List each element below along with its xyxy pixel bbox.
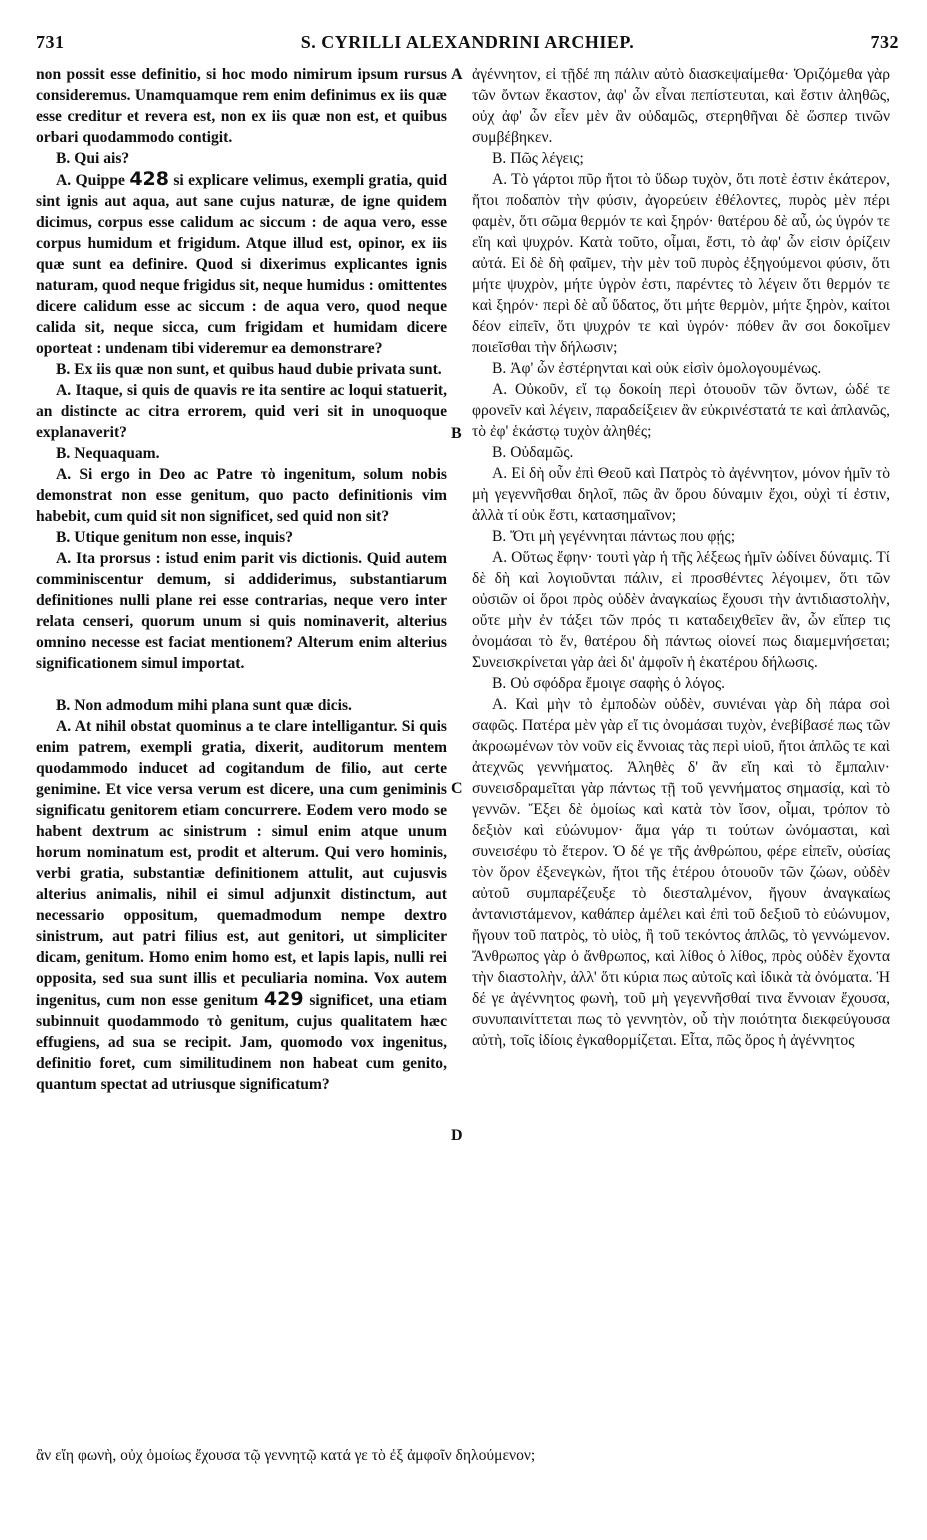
- latin-paragraph: A. Quippe 428 si explicare velimus, exempli gratia, quid sint ignis aut aqua, aut sane cujus naturæ, de igne quidem dicimus, corpus esse calidum ac siccum : de aqua vero, esse corpus humidum et frigidum. Atque illud est, opinor, ex iis quæ sunt ea definire. Quod si dixerimus explicantes ignis naturam, quod neque frigidus sit, neque humidus : omittentes dicere calidum esse ac siccum : de aqua vero, quod neque calida sit, neque sicca, cum frigidam et humidam dicere oporteat : undenam tibi videremur ea demonstrare?: [36, 168, 447, 357]
- latin-paragraph: A. Si ergo in Deo ac Patre τὸ ingenitum, solum nobis demonstrat non esse genitum, quo pacto definitionis vim habebit, cum quid sit non significet, sed quid non sit?: [36, 466, 447, 525]
- running-title: S. CYRILLI ALEXANDRINI ARCHIEP.: [300, 32, 635, 52]
- latin-column: [36, 64, 447, 1095]
- margin-letter-c: C: [451, 780, 463, 797]
- latin-paragraph: B. Utique genitum non esse, inquis?: [56, 529, 293, 546]
- margin-letter-b: B: [451, 425, 462, 442]
- latin-paragraph: B. Non admodum mihi plana sunt quæ dicis.: [56, 697, 352, 714]
- latin-paragraph: B. Qui ais?: [56, 150, 130, 167]
- page-number-right: 732: [870, 32, 899, 52]
- greek-column: [472, 64, 890, 1051]
- greek-paragraph: Α. Εἰ δὴ οὖν ἐπὶ Θεοῦ καὶ Πατρὸς τὸ ἀγέννητον, μόνον ἡμῖν τὸ μὴ γεγεννῆσθαι δηλοῖ, πῶς ἂν ὅρου δύναμιν ἔχοι, οὐχὶ τί ἐστιν, ἀλλὰ τί οὐκ ἔστι, κατασημαῖνον;: [472, 465, 890, 524]
- greek-paragraph: Β. Οὐ σφόδρα ἔμοιγε σαφὴς ὁ λόγος.: [492, 675, 726, 692]
- greek-paragraph: Β. Ἀφ' ὧν ἐστέρηνται καὶ οὐκ εἰσὶν ὁμολογουμένως.: [492, 360, 822, 377]
- greek-paragraph: Α. Οὕτως ἔφην· τουτὶ γὰρ ἡ τῆς λέξεως ἡμῖν ὠδίνει δύναμις. Τί δὲ δὴ καὶ λογιοῦνται πάλιν, εἰ προσθέντες λέγοιμεν, ὅτι τῶν οὐσιῶν οἱ ὅροι πρὸς οὐδὲν ἀναγκαίως ἔχουσι τὴν ἀντιδιαστολὴν, οὔτε μὴν ἐν τάξει τῶν πρός τι καταδειχθεῖεν ἂν, ὧν εἴπερ τις ὀνομάσαι τὸ ἕν, θατέρου δὴ πάντως οἱονεί πως διαμεμνήσεται; Συνεισκρίνεται γὰρ ἀεὶ δι' ἀμφοῖν ἡ ἑκατέρου δήλωσις.: [472, 549, 890, 671]
- margin-letter-a: A: [451, 66, 463, 83]
- greek-paragraph: Α. Τὸ γάρτοι πῦρ ἤτοι τὸ ὕδωρ τυχὸν, ὅτι ποτὲ ἐστιν ἑκάτερον, ἤτοι ποδαπὸν τὴν φύσιν, ἀγορεύειν ἐθέλοντες, πυρὸς μὲν πέρι φαμὲν, ὅτι σῶμα θερμόν τε καὶ ξηρόν· θατέρου δὲ αὖ, ὡς ὑγρόν τε εἴη καὶ ψυχρόν. Κατὰ τοῦτο, οἶμαι, ἔστι, τὸ ἀφ' ὧν εἰσιν ὁρίζειν αὐτά. Εἰ δὲ δὴ φαῖμεν, τὴν μὲν τοῦ πυρὸς ἐξηγούμενοι φύσιν, ὅτι μήτε ψυχρὸν, μήτε ὑγρὸν ἐστι, παρέντες τὸ λέγειν ὅτι θερμόν τε καὶ ξηρόν· περὶ δὲ αὖ ὕδατος, ὅτι μήτε θερμὸν, μήτε ξηρὸν, καίτοι δέον εἰπεῖν, ὅτι ψυχρόν τε καὶ ὑγρόν· πόθεν ἂν σοι δοκοῖμεν ποιεῖσθαι τὴν δήλωσιν;: [472, 171, 890, 356]
- page-marker-429: 429: [263, 988, 304, 1010]
- greek-paragraph: Β. Ὅτι μὴ γεγέννηται πάντως που φῄς;: [492, 528, 736, 545]
- greek-paragraph: ἀγέννητον, εἰ τῇδέ πη πάλιν αὐτὸ διασκεψαίμεθα· Ὁριζόμεθα γὰρ τῶν ὄντων ἕκαστον, ἀφ' ὧν εἶναι πεπίστευται, καὶ ἔστιν ἀληθῶς, οὐχ ἀφ' ὧν εἶεν μὲν ἂν οὐδαμῶς, στερηθῆναι δὲ ὥσπερ τινῶν συμβέβηκεν.: [472, 66, 890, 146]
- greek-paragraph: Β. Οὐδαμῶς.: [492, 444, 574, 461]
- greek-paragraph: Α. Οὐκοῦν, εἴ τῳ δοκοίη περὶ ὁτουοῦν τῶν ὄντων, ὡδέ τε φρονεῖν καὶ λέγειν, παραδείξειεν ἂν εὐκρινέστατά τε καὶ ἀπλανῶς, τὸ ἐφ' ἑκάστῳ τυχὸν ἀληθές;: [472, 381, 890, 440]
- page-marker-428: 428: [129, 168, 169, 190]
- latin-paragraph: A. Ita prorsus : istud enim parit vis dictionis. Quid autem comminiscentur demum, si addiderimus, substantiarum definitiones nulli plane rei esse contrarias, neque vero inter relata censeri, quorum unum si quis nominaverit, alterius omnino necesse est faciat mentionem? Alterum enim alterius significationem simul importat.: [36, 550, 447, 672]
- page-header: [36, 32, 899, 58]
- greek-paragraph: Α. Καὶ μὴν τὸ ἐμποδὼν οὐδὲν, συνιέναι γὰρ δὴ πάρα σοὶ σαφῶς. Πατέρα μὲν γὰρ εἴ τις ὀνομάσαι τυχὸν, ἐνεβίβασέ πως τῶν ἀκροωμένων τὸν νοῦν εἰς ἔννοιας τὰς περὶ υἱοῦ, ἤτοι ἁπλῶς τε καὶ ἀτεχνῶς γεννήματος. Ἀληθὲς δ' ἂν εἴη καὶ τὸ ἔμπαλιν· συνεισδραμεῖται γὰρ πάντως τῇ τοῦ γεννήματος σημασίᾳ, καὶ τὸ γεννῶν. Ἔξει δὲ ὁμοίως καὶ κατὰ τὸν ἴσον, οἶμαι, τρόπον τὸ δεξιὸν καὶ εὐώνυμον· ἅμα γάρ τι τούτων ὠνόμασται, καὶ συνεισέφυ τὸ ἕτερον. Ὁ δέ γε τῆς ἀνθρώπου, φέρε εἰπεῖν, οὐσίας τὸν ὅρον ἐξενεγκὼν, ἤτοι τῆς ἑτέρου ὁτουοῦν τῶν ζώων, οὐδὲν αὐτοῦ συμπαρέζευξε τὸ διεσταλμένον, ἤγουν ἀναγκαίως ἀντανιστάμενον, καθάπερ ἀμέλει καὶ ἐπὶ τοῦ δεξιοῦ τὸ εὐώνυμον, ἤγουν τοῦ πατρὸς, τὸ υἱὸς, ἢ τοῦ τεκόντος ἁπλῶς, τὸ γεννώμενον. Ἄνθρωπος γὰρ ὁ ἄνθρωπος, καὶ λίθος ὁ λίθος, πρὸς οὐδὲν ἔχοντα τὴν διαστολὴν, ἀλλ' ὅτι κύρια πως αὐτοῖς καὶ ἰδικὰ τὰ ὀνόματα. Ἡ δέ γε ἀγέννητος φωνὴ, τοῦ μὴ γεγεννῆσθαί τινα ἔννοιαν ἔχουσα, συνυπαινίττεται πως τὸ γεννητὸν, οὗ τὴν ποιότητα διεκφεύγουσα αὐτὴ, τοῖς ἰδίοις ἐγκαθορμίζεται. Εἶτα, πῶς ὅρος ἡ ἀγέννητος: [472, 696, 890, 1049]
- greek-paragraph: Β. Πῶς λέγεις;: [492, 150, 584, 167]
- latin-paragraph: non possit esse definitio, si hoc modo nimirum ipsum rursus consideremus. Unamquamque rem enim definimus ex iis quæ esse creditur et revera est, non ex iis quæ non est, et quibus orbari quodammodo contigit.: [36, 66, 447, 146]
- latin-paragraph: B. Ex iis quæ non sunt, et quibus haud dubie privata sunt.: [56, 361, 442, 378]
- bottom-continuation-line: ἂν εἴη φωνὴ, οὐχ ὁμοίως ἔχουσα τῷ γεννητῷ κατά γε τὸ ἐξ ἀμφοῖν δηλούμενον;: [36, 1447, 536, 1464]
- latin-paragraph: A. Itaque, si quis de quavis re ita sentire ac loqui statuerit, an distincte ac citra errorem, quid veri sit in unoquoque explanaverit?: [36, 382, 447, 441]
- margin-letter-d: D: [451, 1127, 463, 1144]
- latin-paragraph: B. Nequaquam.: [56, 445, 160, 462]
- latin-paragraph: A. At nihil obstat quominus a te clare intelligantur. Si quis enim patrem, exempli gratia, dixerit, auditorum mentem quodammodo inducet ad cogitandum de filio, aut certe genimine. Et vice versa verum est dicere, una cum geniminis significatu genitorem etiam concurrere. Eodem vero modo se habent dextrum ac sinistrum : simul enim atque unum horum nominatum est, prodit et alterum. Qui vero hominis, verbi gratia, substantiæ definitionem attulit, aut cujusvis alterius animalis, nihil ei simul adjunxit distinctum, aut necessario oppositum, quemadmodum nempe dextro sinistrum, aut patri filius est, aut genitori, ut simpliciter dicam, genitum. Homo enim homo est, et lapis lapis, nulli rei opposita, sed sua sunt illis et peculiaria nomina. Vox autem ingenitus, cum non esse genitum 429 significet, una etiam subinnuit quodammodo τὸ genitum, cujus qualitatem hæc effugiens, ad sua se recipit. Jam, quomodo vox ingenitus, definitio foret, cum similitudinem non habeat cum genito, quantum spectat ad utriusque significatum?: [36, 718, 448, 1093]
- page-number-left: 731: [36, 32, 65, 52]
